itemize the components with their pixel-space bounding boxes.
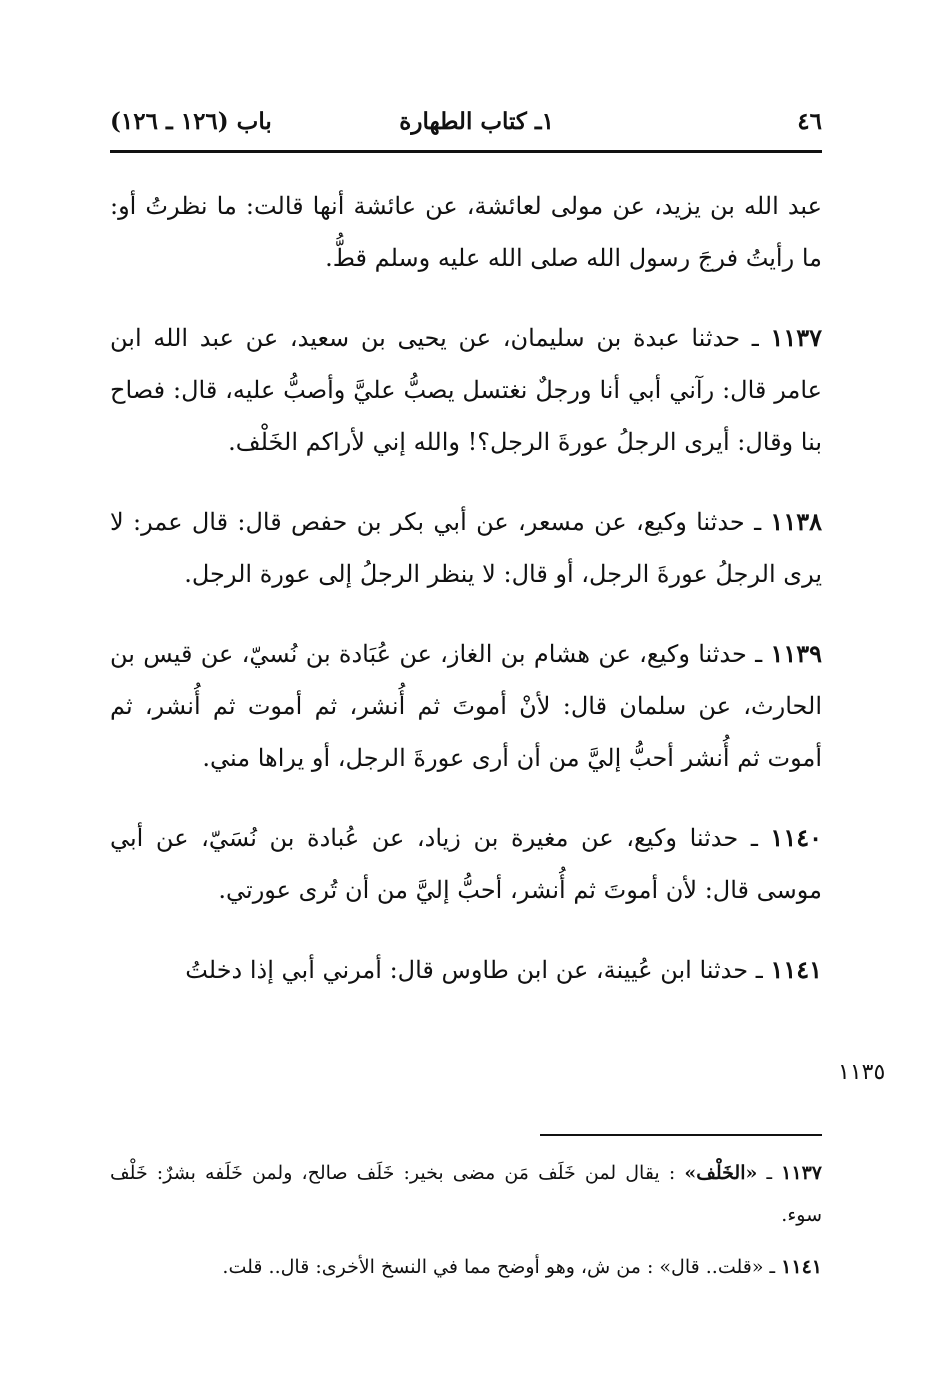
separator: ـ — [766, 1162, 773, 1184]
page-number: ٤٦ — [797, 108, 822, 135]
footnote-term: «الخَلْف» — [684, 1162, 758, 1184]
hadith-text: حدثنا وكيع، عن مسعر، عن أبي بكر بن حفص قال: قال عمر: لا يرى الرجلُ عورةَ الرجل، أو قال: لا ينظر الرجلُ إلى عورة الرجل. — [110, 508, 822, 588]
hadith-number: ١١٣٩ — [770, 639, 822, 668]
running-header — [110, 104, 822, 148]
footnote-text: : يقال لمن خَلَف مَن مضى بخير: خَلَف صالح، ولمن خَلَفه بشرٌ: خَلْف سوء. — [110, 1162, 822, 1226]
separator: ـ — [751, 324, 759, 352]
header-rule — [110, 150, 822, 153]
footnote-text: : من ش، وهو أوضح مما في النسخ الأخرى: قال.. قلت. — [222, 1256, 654, 1278]
footnotes — [110, 1152, 822, 1298]
separator: ـ — [754, 508, 762, 536]
hadith-1141 — [110, 944, 822, 996]
hadith-number: ١١٣٧ — [770, 323, 822, 352]
hadith-text: حدثنا ابن عُيينة، عن ابن طاوس قال: أمرني أبي إذا دخلتُ — [185, 956, 749, 984]
footnote-1137 — [110, 1152, 822, 1236]
margin-number: ١١٣٥ — [838, 1060, 886, 1085]
chapter-reference: باب (١٢٦ ـ ١٢٦) — [110, 108, 272, 135]
separator: ـ — [755, 640, 763, 668]
separator: ـ — [750, 824, 758, 852]
hadith-number: ١١٣٨ — [770, 507, 822, 536]
hadith-1138 — [110, 496, 822, 600]
footnote-rule — [540, 1134, 822, 1136]
hadith-number: ١١٤٠ — [770, 823, 822, 852]
hadith-text: حدثنا وكيع، عن هشام بن الغاز، عن عُبَادة بن نُسيّ، عن قيس بن الحارث، عن سلمان قال: لأنْ أموتَ ثم أُنشر، ثم أموت ثم أُنشر، ثم أموت ثم أُنشر أحبُّ إليَّ من أن أرى عورةَ الرجل، أو يراها مني. — [110, 640, 822, 772]
footnote-term: «قلت.. قال» — [659, 1256, 764, 1278]
footnote-number: ١١٤١ — [781, 1256, 822, 1278]
book-title: ١ـ كتاب الطهارة — [399, 108, 554, 135]
footnote-number: ١١٣٧ — [781, 1162, 822, 1184]
hadith-text: حدثنا عبدة بن سليمان، عن يحيى بن سعيد، عن عبد الله ابن عامر قال: رآني أبي أنا ورجلٌ نغتسل يصبُّ عليَّ وأصبُّ عليه، قال: فصاح بنا وقال: أيرى الرجلُ عورةَ الرجل؟! والله إني لأراكم الخَلْف. — [110, 324, 822, 456]
main-text — [110, 180, 822, 996]
hadith-1137 — [110, 312, 822, 468]
hadith-1140 — [110, 812, 822, 916]
intro-paragraph: عبد الله بن يزيد، عن مولى لعائشة، عن عائشة أنها قالت: ما نظرتُ أو: ما رأيتُ فرجَ رسول الله صلى الله عليه وسلم قطُّ. — [110, 192, 822, 272]
footnote-1141 — [110, 1246, 822, 1288]
hadith-1139 — [110, 628, 822, 784]
hadith-text: حدثنا وكيع، عن مغيرة بن زياد، عن عُبادة بن نُسَيّ، عن أبي موسى قال: لأن أموتَ ثم أُنشر، أحبُّ إليَّ من أن تُرى عورتي. — [110, 824, 822, 904]
hadith-number: ١١٤١ — [770, 955, 822, 984]
separator: ـ — [769, 1256, 776, 1278]
separator: ـ — [755, 956, 763, 984]
